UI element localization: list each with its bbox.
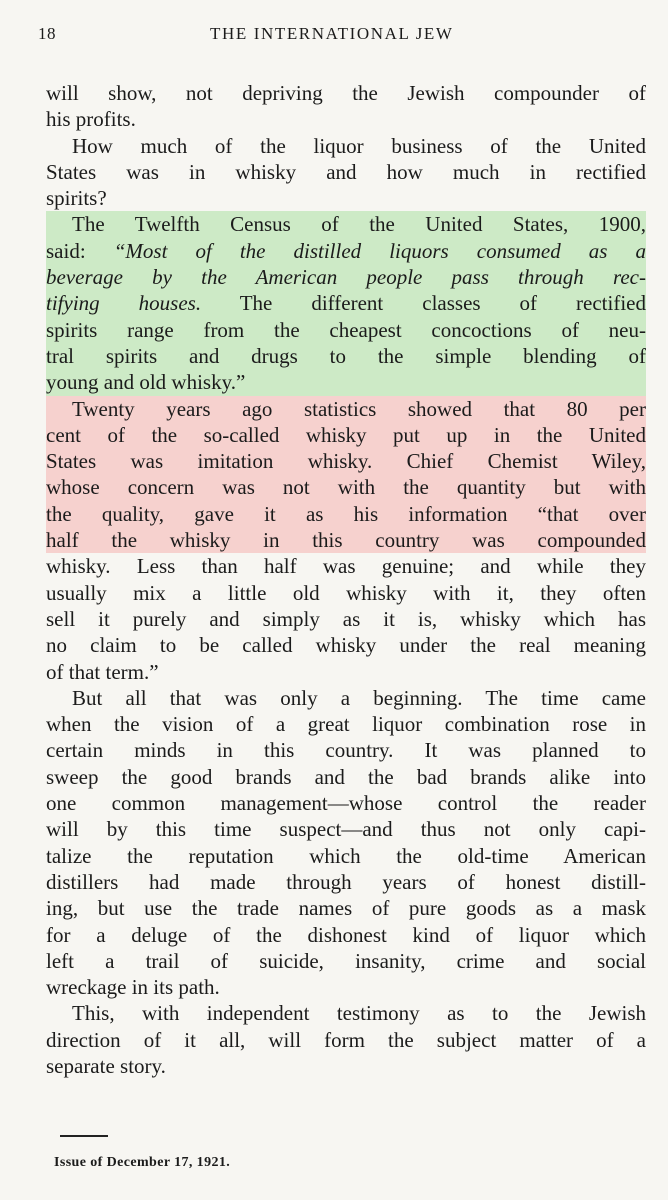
text-line xyxy=(46,238,646,264)
line-text: when the vision of a great liquor combination rose in xyxy=(46,712,646,737)
line-text: usually mix a little old whisky with it, they often xyxy=(46,580,646,605)
text-line xyxy=(46,211,646,237)
text-line xyxy=(46,553,646,579)
text-line xyxy=(46,711,646,737)
line-text: How much of the liquor business of the United xyxy=(72,133,646,158)
text-line xyxy=(46,343,646,369)
text-line xyxy=(46,369,646,395)
paragraph xyxy=(46,685,646,1001)
text-line xyxy=(46,659,646,685)
footnote-rule xyxy=(60,1135,108,1137)
text-line xyxy=(46,106,646,132)
line-text: States was in whisky and how much in rectified xyxy=(46,159,646,184)
text-line xyxy=(46,474,646,500)
line-text: separate story. xyxy=(46,1053,166,1078)
text-line xyxy=(46,527,646,553)
line-text: his profits. xyxy=(46,107,136,132)
body-text xyxy=(46,80,646,1079)
text-line xyxy=(46,317,646,343)
text-line xyxy=(46,185,646,211)
text-line xyxy=(46,396,646,422)
running-title: THE INTERNATIONAL JEW xyxy=(210,24,454,43)
page-header xyxy=(0,20,668,46)
text-line xyxy=(46,922,646,948)
text-line xyxy=(46,448,646,474)
line-text: spirits range from the cheapest concoctions of neu- xyxy=(46,317,646,342)
text-line xyxy=(46,501,646,527)
text-line xyxy=(46,816,646,842)
text-line xyxy=(46,290,646,316)
text-line xyxy=(46,264,646,290)
paragraph xyxy=(46,396,646,685)
line-text: cent of the so-called whisky put up in the United xyxy=(46,422,646,447)
text-line xyxy=(46,764,646,790)
text-line xyxy=(46,974,646,1000)
line-text: of that term.” xyxy=(46,659,159,684)
line-text: said: xyxy=(46,238,86,263)
paragraph xyxy=(46,1000,646,1079)
line-text: direction of it all, will form the subject matter of a xyxy=(46,1027,646,1052)
italic-quote: beverage by the American people pass through rec- xyxy=(46,265,646,290)
text-line xyxy=(46,843,646,869)
paragraph xyxy=(46,211,646,395)
text-line xyxy=(46,580,646,606)
line-text: But all that was only a beginning. The time came xyxy=(72,685,646,710)
text-line xyxy=(46,737,646,763)
line-text: sell it purely and simply as it is, whisky which has xyxy=(46,606,646,631)
text-line xyxy=(46,133,646,159)
line-text: distillers had made through years of honest distill- xyxy=(46,869,646,894)
line-text: spirits? xyxy=(46,186,107,211)
text-line xyxy=(46,790,646,816)
line-text: half the whisky in this country was compounded xyxy=(46,528,646,553)
line-text: The Twelfth Census of the United States, 1900, xyxy=(72,212,646,237)
line-text: This, with independent testimony as to the Jewish xyxy=(72,1001,646,1026)
line-text: Twenty years ago statistics showed that 80 per xyxy=(72,396,646,421)
line-text: tral spirits and drugs to the simple blending of xyxy=(46,343,646,368)
line-text: ing, but use the trade names of pure goods as a mask xyxy=(46,896,646,921)
line-text: sweep the good brands and the bad brands alike into xyxy=(46,764,646,789)
line-text: left a trail of suicide, insanity, crime and social xyxy=(46,948,646,973)
text-line xyxy=(46,159,646,185)
line-text: whose concern was not with the quantity but with xyxy=(46,475,646,500)
paragraph xyxy=(46,80,646,133)
text-line xyxy=(46,869,646,895)
line-text: talize the reputation which the old-time American xyxy=(46,843,646,868)
line-text: for a deluge of the dishonest kind of liquor which xyxy=(46,922,646,947)
text-line xyxy=(46,80,646,106)
line-text: will by this time suspect—and thus not only capi- xyxy=(46,817,646,842)
line-text: States was imitation whisky. Chief Chemist Wiley, xyxy=(46,449,646,474)
line-text: The different classes of rectified xyxy=(239,291,647,316)
line-text: will show, not depriving the Jewish compounder of xyxy=(46,81,646,105)
paragraph xyxy=(46,133,646,212)
page-number: 18 xyxy=(38,24,56,43)
text-line xyxy=(46,606,646,632)
text-line xyxy=(46,1000,646,1026)
text-line xyxy=(46,685,646,711)
line-text: wreckage in its path. xyxy=(46,975,220,1000)
footnote: Issue of December 17, 1921. xyxy=(54,1155,231,1170)
italic-quote: tifying houses. xyxy=(46,291,202,316)
line-text: young and old whisky.” xyxy=(46,370,246,395)
italic-quote: “Most of the distilled liquors consumed as a xyxy=(113,238,647,263)
line-text: no claim to be called whisky under the real meaning xyxy=(46,633,646,658)
text-line xyxy=(46,632,646,658)
text-line xyxy=(46,1027,646,1053)
text-line xyxy=(46,422,646,448)
line-text: one common management—whose control the reader xyxy=(46,791,646,816)
line-text: certain minds in this country. It was planned to xyxy=(46,738,646,763)
line-text: the quality, gave it as his information “that over xyxy=(46,501,646,526)
text-line xyxy=(46,948,646,974)
text-line xyxy=(46,1053,646,1079)
text-line xyxy=(46,895,646,921)
line-text: whisky. Less than half was genuine; and while they xyxy=(46,554,646,579)
